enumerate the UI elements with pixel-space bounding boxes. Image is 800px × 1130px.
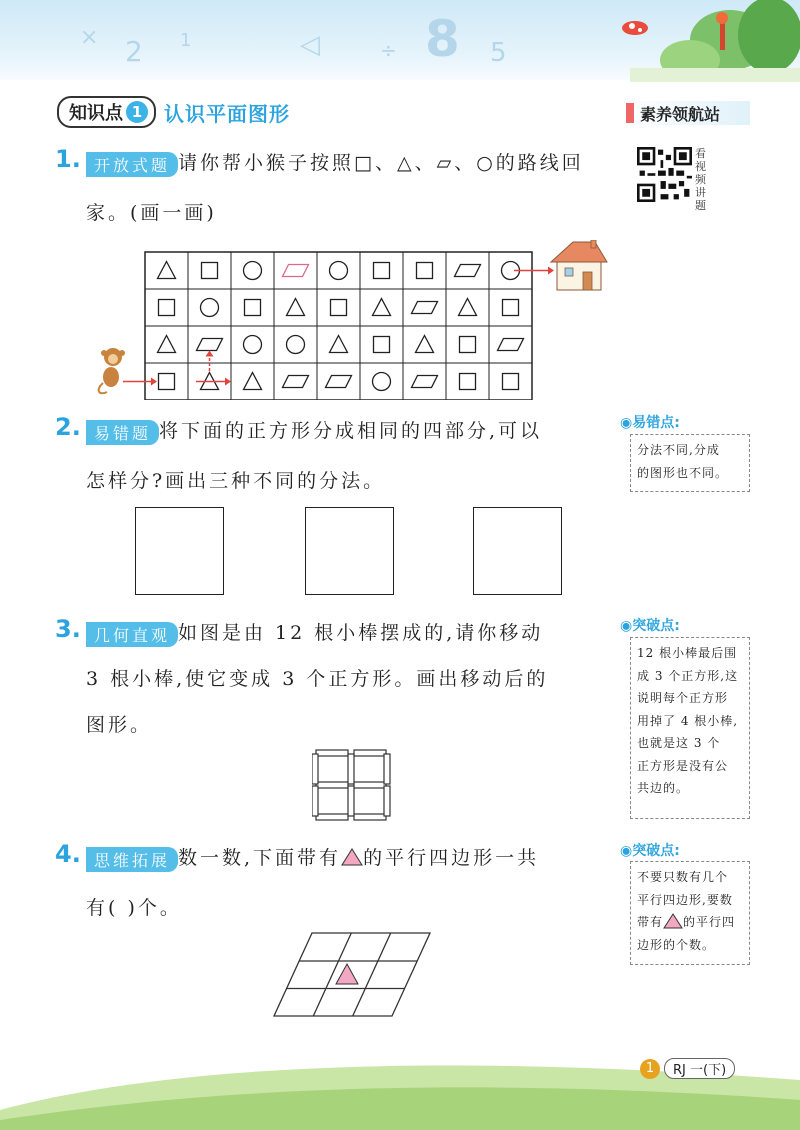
edition-label: RJ 一(下) xyxy=(664,1058,735,1079)
house-icon xyxy=(551,240,607,290)
q2-square-1[interactable] xyxy=(135,507,224,595)
q3-tag: 几何直观 xyxy=(86,622,178,647)
q4-side-head: ◉突破点: xyxy=(620,843,680,859)
q4-parallelogram-grid xyxy=(270,928,435,1020)
page-number: 1 xyxy=(640,1059,660,1079)
qr-video-label: 看视频讲题 xyxy=(695,147,706,212)
knowledge-point-badge xyxy=(57,96,156,128)
q3-matchstick-figure xyxy=(312,748,392,822)
pink-triangle-icon xyxy=(663,913,683,929)
q3-side-note: 12 根小棒最后围 成 3 个正方形,这 说明每个正方形 用掉了 4 根小棒, 也就是这 3 个 正方形是没有公 共边的。 xyxy=(630,637,750,819)
bottom-grass-band xyxy=(0,1030,800,1130)
q4-text-line2[interactable]: 有( )个。 xyxy=(86,897,182,919)
q1-number: 1. xyxy=(55,145,81,173)
lighthouse-icon xyxy=(626,103,634,123)
knowledge-point-label: 知识点 xyxy=(69,103,123,124)
q2-text-line1 xyxy=(86,416,542,445)
q3-text-line1 xyxy=(86,618,543,647)
q2-side-note: 分法不同,分成 的图形也不同。 xyxy=(630,434,750,492)
q3-side-head: ◉突破点: xyxy=(620,618,680,634)
q4-text-line1: 思维拓展 数一数,下面带有 的平行四边形一共 xyxy=(86,843,539,872)
q2-text-line2: 怎样分?画出三种不同的分法。 xyxy=(86,470,386,492)
decor-x: × xyxy=(80,25,99,50)
page-footer xyxy=(640,1058,735,1079)
qr-code-icon[interactable] xyxy=(637,147,692,202)
monkey-icon xyxy=(99,348,125,393)
decor-divide: ÷ xyxy=(380,38,397,62)
q3-text-line2: 3 根小棒,使它变成 3 个正方形。画出移动后的 xyxy=(86,668,549,690)
decor-triangle: ◁ xyxy=(300,30,320,60)
q4-tag: 思维拓展 xyxy=(86,847,178,872)
knowledge-point-title xyxy=(57,98,290,126)
knowledge-point-number: 1 xyxy=(126,101,148,123)
q2-number: 2. xyxy=(55,413,81,441)
q3-number: 3. xyxy=(55,615,81,643)
q1-route-grid[interactable] xyxy=(95,240,615,400)
q2-side-head: ◉易错点: xyxy=(620,415,680,431)
q1-tag: 开放式题 xyxy=(86,152,178,177)
q2-square-3[interactable] xyxy=(473,507,562,595)
end-arrow-head xyxy=(548,267,554,275)
pink-triangle-icon xyxy=(341,848,363,866)
q1-text-line2: 家。(画一画) xyxy=(86,202,217,224)
decor-digit-5: 5 xyxy=(490,38,507,68)
q4-number: 4. xyxy=(55,840,81,868)
q3-text-line3: 图形。 xyxy=(86,714,153,736)
q2-line1-text: 将下面的正方形分成相同的四部分,可以 xyxy=(159,420,543,442)
decor-digit-8: 8 xyxy=(425,10,460,68)
decor-digit-2: 2 xyxy=(125,35,143,68)
station-text: 素养领航站 xyxy=(640,104,721,124)
decor-digit-1: 1 xyxy=(180,30,192,51)
q2-square-2[interactable] xyxy=(305,507,394,595)
q1-text-line1 xyxy=(86,148,584,177)
q4-side-note: 不要只数有几个 平行四边形,要数 带有 的平行四 边形的个数。 xyxy=(630,861,750,965)
literacy-station-label xyxy=(620,101,750,125)
plant-decoration xyxy=(610,0,800,82)
q1-line1-text: 请你帮小猴子按照□、△、▱、○的路线回 xyxy=(178,152,584,174)
section-title: 认识平面图形 xyxy=(164,101,290,126)
q2-tag: 易错题 xyxy=(86,420,159,445)
q3-line1-text: 如图是由 12 根小棒摆成的,请你移动 xyxy=(178,622,544,644)
